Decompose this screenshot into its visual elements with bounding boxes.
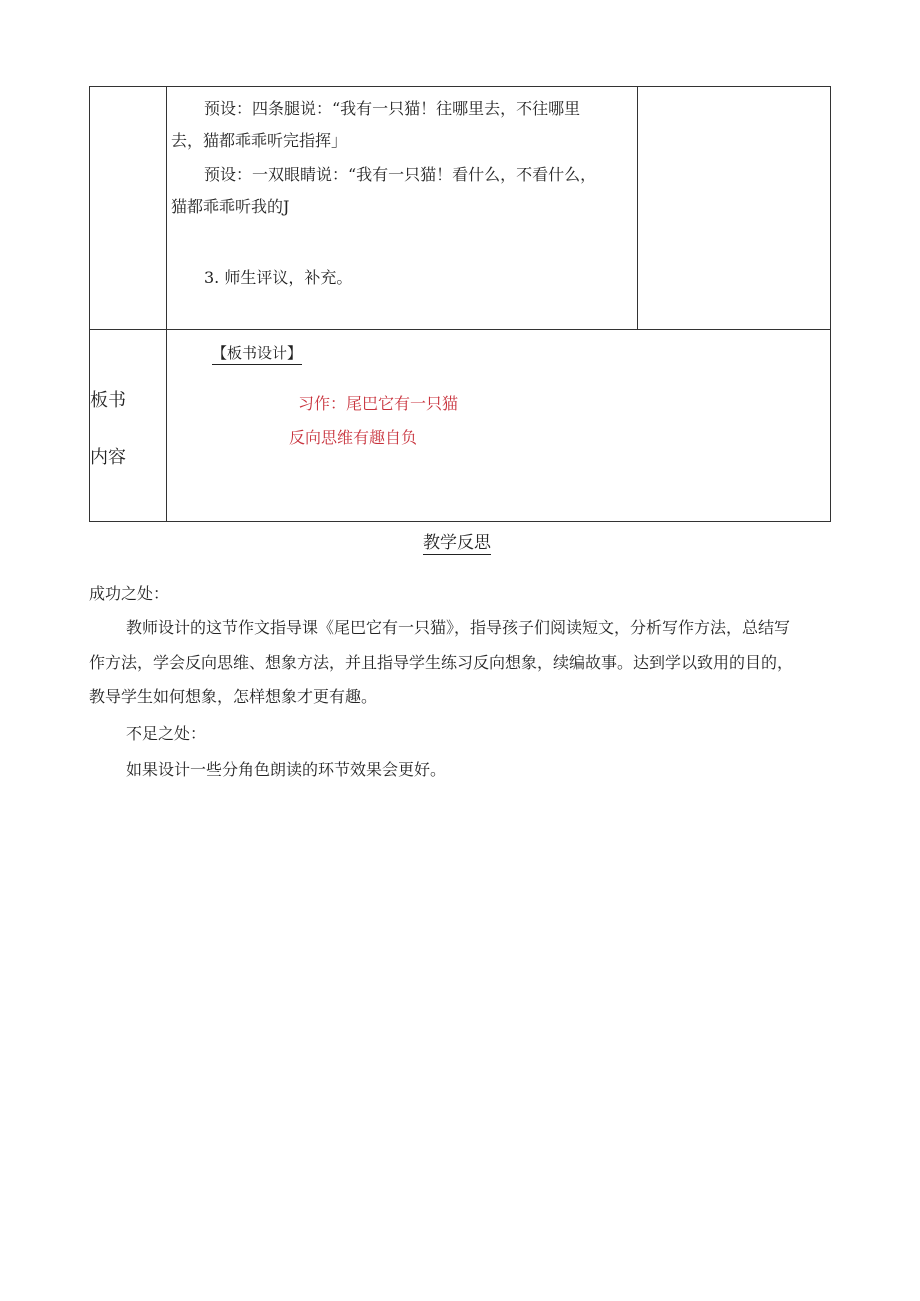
reflection-title: 教学反思 (423, 533, 491, 553)
process-line-5: 3. 师生评议，补充。 (204, 268, 353, 287)
success-line-2: 作方法，学会反向思维、想象方法，并且指导学生练习反向想象，续编故事。达到学以致用的目的， (89, 653, 794, 672)
table-border-top (89, 86, 831, 87)
process-line-3: 预设：一双眼睛说：“我有一只猫！看什么，不看什么， (204, 165, 597, 184)
table-column-divider-right (637, 86, 638, 330)
board-label-line-2: 内容 (90, 447, 126, 468)
success-line-3: 教导学生如何想象，怎样想象才更有趣。 (89, 687, 378, 706)
board-design-heading: 【板书设计】 (212, 343, 302, 365)
table-column-divider (166, 86, 167, 522)
success-line-1: 教师设计的这节作文指导课《尾巴它有一只猫》，指导孩子们阅读短文，分析写作方法，总结写 (126, 618, 791, 637)
shortfall-text: 如果设计一些分角色朗读的环节效果会更好。 (126, 760, 447, 779)
board-label-line-1: 板书 (90, 390, 126, 411)
shortfall-label: 不足之处： (126, 724, 207, 743)
success-label: 成功之处： (89, 584, 170, 603)
table-border-bottom (89, 521, 831, 522)
board-red-line-1: 习作：尾巴它有一只猫 (298, 394, 459, 413)
process-line-1: 预设：四条腿说：“我有一只猫！往哪里去，不往哪里 (204, 99, 581, 118)
process-line-2: 去，猫都乖乖听完指挥」 (171, 131, 348, 150)
board-red-line-2: 反向思维有趣自负 (289, 428, 418, 447)
process-line-4: 猫都乖乖听我的J (171, 197, 290, 216)
table-border-right (830, 86, 831, 522)
table-row-divider (89, 329, 831, 330)
